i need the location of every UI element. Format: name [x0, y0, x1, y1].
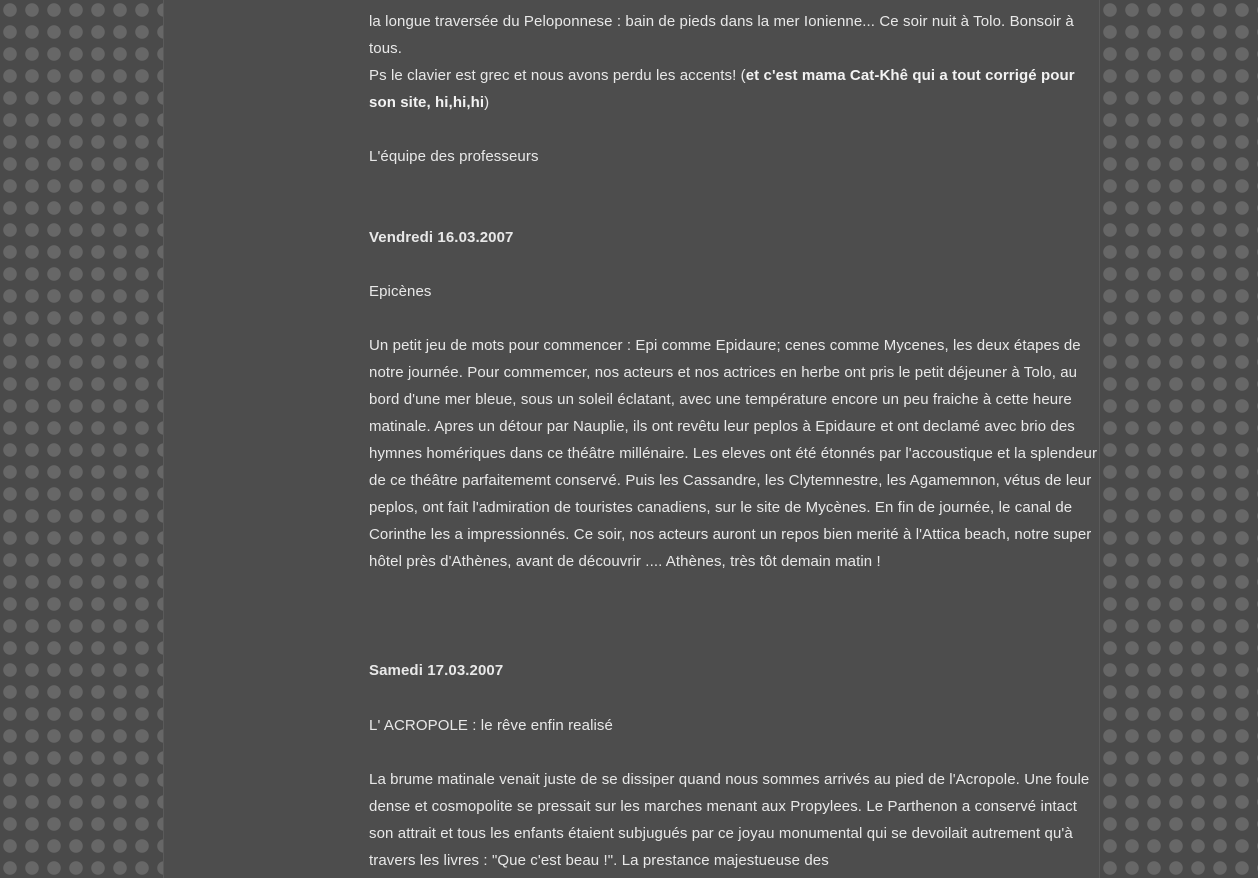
right-decorative-pattern [1100, 0, 1258, 878]
ps-bold-text: et c'est mama Cat-Khê qui a tout corrigé pour son site, hi,hi,hi [369, 67, 1075, 111]
sidebar-column [164, 0, 367, 878]
spacer [369, 739, 1099, 766]
ps-suffix-text: ) [484, 94, 490, 111]
signature-line: L'équipe des professeurs [369, 148, 539, 165]
spacer [369, 170, 1099, 224]
spacer [369, 684, 1099, 712]
intro-paragraph-line1: la longue traversée du Peloponnese : bain de pieds dans la mer Ionienne... Ce soir nuit à Tolo. Bonsoir à tous. [369, 13, 1074, 57]
ps-prefix-text: Ps le clavier est grec et nous avons perdu les accents! ( [369, 67, 746, 84]
spacer [369, 575, 1099, 657]
entry-body-2: La brume matinale venait juste de se dissiper quand nous sommes arrivés au pied de l'Acropole. Une foule dense et cosmopolite se pressait sur les marches menant aux Propylees. Le Parthenon a conservé intact son attrait et tous les enfants étaient subjugués par ce joyau monumental qui se devoilait autrement qu'à travers les livres : "Que c'est beau !". La prestance majestueuse des [369, 771, 1090, 869]
entry-title-2: L' ACROPOLE : le rêve enfin realisé [369, 717, 613, 734]
intro-paragraph-line2 [369, 62, 1099, 116]
entry-body-1: Un petit jeu de mots pour commencer : Epi comme Epidaure; cenes comme Mycenes, les deux étapes de notre journée. Pour commemcer, nos acteurs et nos actrices en herbe ont pris le petit déjeuner à Tolo, au bord d'une mer bleue, sous un soleil éclatant, avec une température encore un peu fraiche à cette heure matinale. Apres un détour par Nauplie, ils ont revêtu leur peplos à Epidaure et ont declamé avec brio des hymnes homériques dans ce théâtre millénaire. Les eleves ont été étonnés par l'accoustique et la splendeur de ce théâtre parfaitememt conservé. Puis les Cassandre, les Clytemnestre, les Agamemnon, vétus de leur peplos, ont fait l'admiration de touristes canadiens, sur le site de Mycènes. En fin de journée, le canal de Corinthe les a impressionnés. Ce soir, nos acteurs auront un repos bien merité à l'Attica beach, notre super hôtel près d'Athènes, avant de découvrir .... Athènes, très tôt demain matin ! [369, 337, 1098, 570]
entry-date-2: Samedi 17.03.2007 [369, 662, 504, 679]
main-column [163, 0, 1100, 878]
spacer [369, 116, 1099, 143]
entry-title-1: Epicènes [369, 283, 432, 300]
spacer [369, 251, 1099, 278]
spacer [369, 305, 1099, 332]
left-decorative-pattern [0, 0, 163, 878]
article-content [368, 0, 1099, 878]
entry-date-1: Vendredi 16.03.2007 [369, 229, 514, 246]
